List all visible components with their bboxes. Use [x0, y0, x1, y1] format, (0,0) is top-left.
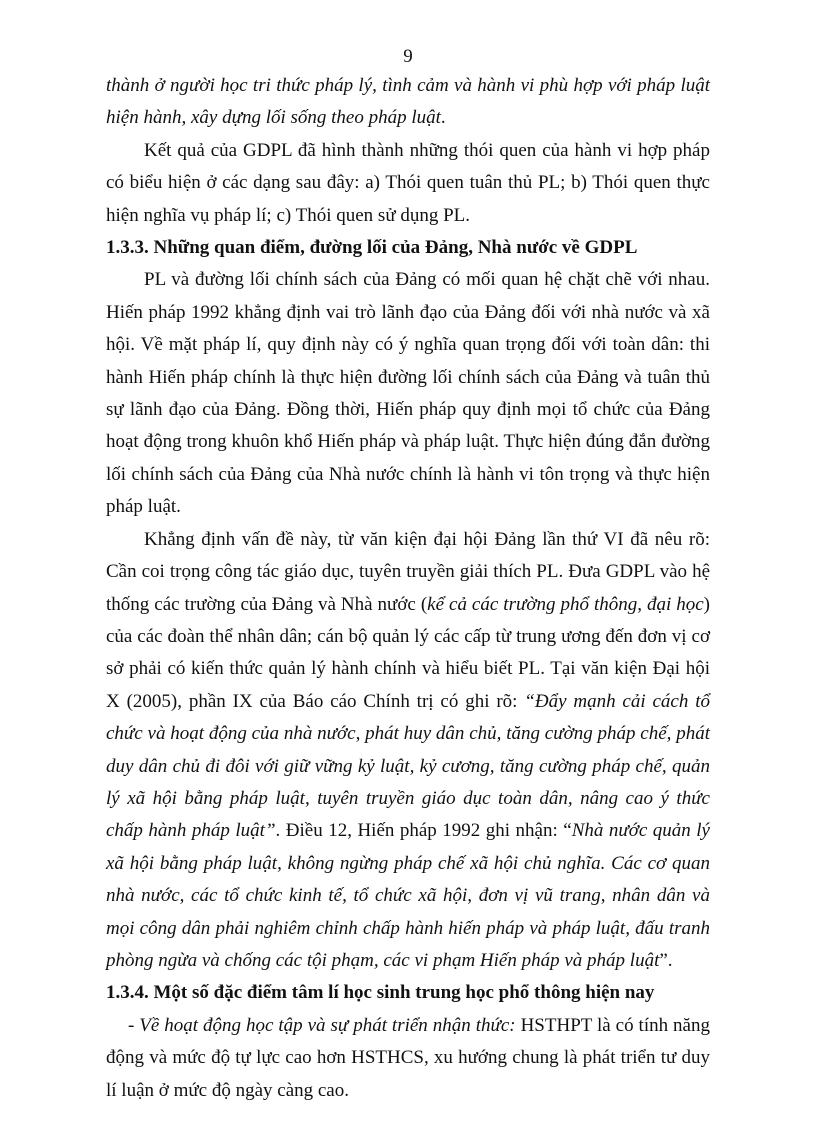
paragraph-party-policy: PL và đường lối chính sách của Đảng có mối quan hệ chặt chẽ với nhau. Hiến pháp 1992 khẳng định vai trò lãnh đạo của Đảng đối với nhà nước và xã hội. Về mặt pháp lí, quy định này có ý nghĩa quan trọng đối với toàn dân: thi hành Hiến pháp chính là thực hiện đường lối chính sách của Đảng và tuân thủ sự lãnh đạo của Đảng. Đồng thời, Hiến pháp quy định mọi tổ chức của Đảng hoạt động trong khuôn khổ Hiến pháp và pháp luật. Thực hiện đúng đắn đường lối chính sách của Đảng của Nhà nước chính là hành vi tôn trọng và thực hiện pháp luật.: [106, 269, 710, 518]
text-span: HSTHPT là có tính năng động và mức độ tự lực cao hơn HSTHCS, xu hướng chung là phát triển tư duy lí luận ở mức độ ngày càng cao.: [106, 1014, 710, 1101]
text-span: . Điều 12, Hiến pháp 1992 ghi nhận: “: [275, 820, 572, 842]
italic-text: kể cả các trường phổ thông, đại học: [427, 593, 704, 615]
paragraph-congress-documents: [106, 524, 710, 978]
text-span: ) của các đoàn thể nhân dân; cán bộ quản lý các cấp từ trung ương đến đơn vị cơ sở phải có kiến thức quản lý hành chính và hiểu biết PL. Tại văn kiện Đại hội X (2005), phần IX của Báo cáo Chính trị có ghi rõ:: [106, 593, 710, 712]
text-span: Khẳng định vấn đề này, từ văn kiện đại hội Đảng lần thứ VI đã nêu rõ: Cần coi trọng công tác giáo dục, tuyên truyền giải thích PL. Đưa GDPL vào hệ thống các trường của Đảng và Nhà nước (: [106, 528, 710, 615]
quotation-italic: Nhà nước quản lý xã hội bằng pháp luật, không ngừng pháp chế xã hội chủ nghĩa. Các cơ quan nhà nước, các tổ chức kinh tế, tổ chức xã hội, đơn vị vũ trang, nhân dân và mọi công dân phải nghiêm chỉnh chấp hành hiến pháp và pháp luật, đấu tranh phòng ngừa và chống các tội phạm, các vi phạm Hiến pháp và pháp luật: [106, 820, 710, 971]
paragraph-results: Kết quả của GDPL đã hình thành những thói quen của hành vi hợp pháp có biểu hiện ở các dạng sau đây: a) Thói quen tuân thủ PL; b) Thói quen thực hiện nghĩa vụ pháp lí; c) Thói quen sử dụng PL.: [106, 139, 710, 226]
paragraph-end: .: [440, 107, 446, 129]
paragraph-intro: [106, 70, 710, 135]
page-number: 9: [403, 46, 413, 67]
section-heading-1-3-3: 1.3.3. Những quan điểm, đường lối của Đảng, Nhà nước về GDPL: [106, 237, 638, 259]
document-body: [106, 70, 710, 1107]
text-span: ”.: [659, 949, 673, 971]
italic-text: - Về hoạt động học tập và sự phát triển nhận thức:: [128, 1014, 516, 1036]
paragraph-learning-activity: [106, 1010, 710, 1107]
italic-text: thành ở người học tri thức pháp lý, tình cảm và hành vi phù hợp với pháp luật hiện hành, xây dựng lối sống theo pháp luật: [106, 75, 710, 129]
quotation-italic: “Đẩy mạnh cải cách tổ chức và hoạt động của nhà nước, phát huy dân chủ, tăng cường pháp chế, phát duy dân chủ đi đôi với giữ vững kỷ luật, kỷ cương, tăng cường pháp chế, quản lý xã hội bằng pháp luật, tuyên truyền giáo dục toàn dân, nâng cao ý thức chấp hành pháp luật”: [106, 690, 710, 842]
section-heading-1-3-4: 1.3.4. Một số đặc điểm tâm lí học sinh trung học phổ thông hiện nay: [106, 982, 655, 1004]
